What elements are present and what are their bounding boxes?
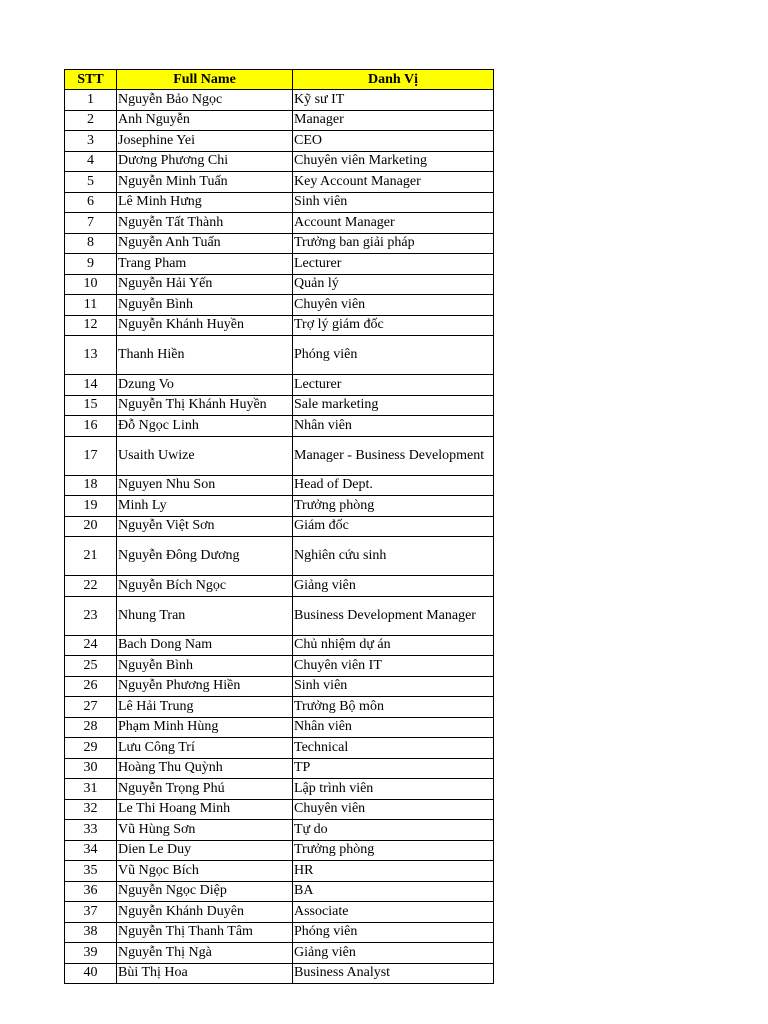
row-full-name-cell: Phạm Minh Hùng	[117, 717, 293, 738]
table-row	[65, 738, 494, 759]
row-stt-cell: 33	[65, 820, 117, 841]
table-row	[65, 254, 494, 275]
row-full-name-cell: Nhung Tran	[117, 596, 293, 635]
row-full-name-cell: Lê Hải Trung	[117, 697, 293, 718]
table-row	[65, 375, 494, 396]
row-danh-vi-cell: Business Development Manager	[293, 596, 494, 635]
row-danh-vi-cell: Tự do	[293, 820, 494, 841]
row-stt-cell: 37	[65, 902, 117, 923]
row-full-name-cell: Nguyễn Khánh Duyên	[117, 902, 293, 923]
row-danh-vi-cell: HR	[293, 861, 494, 882]
row-danh-vi-cell: Trưởng phòng	[293, 496, 494, 517]
row-stt-cell: 4	[65, 151, 117, 172]
row-stt-cell: 25	[65, 656, 117, 677]
row-danh-vi-cell: CEO	[293, 131, 494, 152]
row-stt-cell: 23	[65, 596, 117, 635]
table-row	[65, 172, 494, 193]
table-row	[65, 416, 494, 437]
row-danh-vi-cell: Quản lý	[293, 274, 494, 295]
table-row	[65, 131, 494, 152]
row-danh-vi-cell: Chuyên viên	[293, 799, 494, 820]
row-danh-vi-cell: Giám đốc	[293, 516, 494, 537]
row-danh-vi-cell: Lecturer	[293, 375, 494, 396]
row-stt-cell: 38	[65, 922, 117, 943]
table-row	[65, 881, 494, 902]
table-row	[65, 496, 494, 517]
table-row	[65, 676, 494, 697]
table-row	[65, 922, 494, 943]
row-full-name-cell: Nguyễn Anh Tuấn	[117, 233, 293, 254]
row-full-name-cell: Nguyễn Việt Sơn	[117, 516, 293, 537]
row-stt-cell: 14	[65, 375, 117, 396]
table-row	[65, 336, 494, 375]
row-stt-cell: 30	[65, 758, 117, 779]
row-danh-vi-cell: Lập trình viên	[293, 779, 494, 800]
table-row	[65, 213, 494, 234]
row-danh-vi-cell: Chuyên viên	[293, 295, 494, 316]
table-row	[65, 963, 494, 984]
table-row	[65, 110, 494, 131]
row-full-name-cell: Nguyễn Phương Hiền	[117, 676, 293, 697]
row-stt-cell: 24	[65, 635, 117, 656]
row-full-name-cell: Anh Nguyễn	[117, 110, 293, 131]
table-row	[65, 596, 494, 635]
row-danh-vi-cell: Trưởng Bộ môn	[293, 697, 494, 718]
row-stt-cell: 15	[65, 395, 117, 416]
row-full-name-cell: Vũ Hùng Sơn	[117, 820, 293, 841]
table-row	[65, 516, 494, 537]
row-danh-vi-cell: Sale marketing	[293, 395, 494, 416]
row-stt-cell: 7	[65, 213, 117, 234]
row-danh-vi-cell: Giảng viên	[293, 576, 494, 597]
header-row	[65, 70, 494, 90]
table-row	[65, 151, 494, 172]
row-full-name-cell: Nguyễn Ngọc Diệp	[117, 881, 293, 902]
row-stt-cell: 21	[65, 537, 117, 576]
row-stt-cell: 1	[65, 90, 117, 111]
row-stt-cell: 16	[65, 416, 117, 437]
header-stt: STT	[65, 70, 117, 90]
table-row	[65, 861, 494, 882]
table-row	[65, 697, 494, 718]
header-danh-vi: Danh Vị	[293, 70, 494, 90]
row-stt-cell: 10	[65, 274, 117, 295]
row-danh-vi-cell: Chuyên viên IT	[293, 656, 494, 677]
row-stt-cell: 12	[65, 315, 117, 336]
table-row	[65, 274, 494, 295]
row-danh-vi-cell: Account Manager	[293, 213, 494, 234]
row-stt-cell: 28	[65, 717, 117, 738]
row-stt-cell: 17	[65, 436, 117, 475]
table-row	[65, 779, 494, 800]
row-stt-cell: 36	[65, 881, 117, 902]
row-full-name-cell: Nguyễn Bích Ngọc	[117, 576, 293, 597]
row-danh-vi-cell: Chuyên viên Marketing	[293, 151, 494, 172]
row-stt-cell: 31	[65, 779, 117, 800]
row-danh-vi-cell: Chủ nhiệm dự án	[293, 635, 494, 656]
row-stt-cell: 2	[65, 110, 117, 131]
row-danh-vi-cell: Trợ lý giám đốc	[293, 315, 494, 336]
row-danh-vi-cell: Manager	[293, 110, 494, 131]
table-row	[65, 840, 494, 861]
row-stt-cell: 8	[65, 233, 117, 254]
row-full-name-cell: Nguyễn Thị Khánh Huyền	[117, 395, 293, 416]
table-body	[65, 90, 494, 984]
table-row	[65, 656, 494, 677]
table-row	[65, 902, 494, 923]
row-danh-vi-cell: Business Analyst	[293, 963, 494, 984]
row-stt-cell: 27	[65, 697, 117, 718]
row-stt-cell: 22	[65, 576, 117, 597]
row-stt-cell: 9	[65, 254, 117, 275]
row-danh-vi-cell: Lecturer	[293, 254, 494, 275]
row-full-name-cell: Nguyễn Đông Dương	[117, 537, 293, 576]
table-row	[65, 295, 494, 316]
row-stt-cell: 11	[65, 295, 117, 316]
row-stt-cell: 20	[65, 516, 117, 537]
row-stt-cell: 26	[65, 676, 117, 697]
row-stt-cell: 34	[65, 840, 117, 861]
row-danh-vi-cell: Kỹ sư IT	[293, 90, 494, 111]
row-full-name-cell: Lê Minh Hưng	[117, 192, 293, 213]
row-danh-vi-cell: Trưởng phòng	[293, 840, 494, 861]
row-danh-vi-cell: Phóng viên	[293, 336, 494, 375]
table-row	[65, 717, 494, 738]
row-danh-vi-cell: Giảng viên	[293, 943, 494, 964]
row-stt-cell: 6	[65, 192, 117, 213]
header-full-name: Full Name	[117, 70, 293, 90]
row-danh-vi-cell: Phóng viên	[293, 922, 494, 943]
row-full-name-cell: Nguyễn Bình	[117, 295, 293, 316]
row-danh-vi-cell: Associate	[293, 902, 494, 923]
row-full-name-cell: Hoàng Thu Quỳnh	[117, 758, 293, 779]
row-stt-cell: 29	[65, 738, 117, 759]
row-full-name-cell: Nguyễn Khánh Huyền	[117, 315, 293, 336]
row-danh-vi-cell: Key Account Manager	[293, 172, 494, 193]
row-full-name-cell: Nguyễn Bình	[117, 656, 293, 677]
row-full-name-cell: Nguyễn Thị Thanh Tâm	[117, 922, 293, 943]
table-row	[65, 436, 494, 475]
row-full-name-cell: Thanh Hiền	[117, 336, 293, 375]
table-row	[65, 475, 494, 496]
table-row	[65, 90, 494, 111]
table-row	[65, 820, 494, 841]
row-full-name-cell: Nguyễn Trọng Phú	[117, 779, 293, 800]
table-row	[65, 799, 494, 820]
row-full-name-cell: Trang Pham	[117, 254, 293, 275]
row-full-name-cell: Dien Le Duy	[117, 840, 293, 861]
table-row	[65, 943, 494, 964]
row-full-name-cell: Nguyễn Thị Ngà	[117, 943, 293, 964]
row-full-name-cell: Bùi Thị Hoa	[117, 963, 293, 984]
row-stt-cell: 18	[65, 475, 117, 496]
table-row	[65, 537, 494, 576]
row-stt-cell: 19	[65, 496, 117, 517]
table-row	[65, 395, 494, 416]
row-danh-vi-cell: Sinh viên	[293, 192, 494, 213]
table-row	[65, 576, 494, 597]
row-stt-cell: 3	[65, 131, 117, 152]
row-danh-vi-cell: Nhân viên	[293, 416, 494, 437]
row-danh-vi-cell: Head of Dept.	[293, 475, 494, 496]
row-stt-cell: 32	[65, 799, 117, 820]
row-full-name-cell: Le Thi Hoang Minh	[117, 799, 293, 820]
row-stt-cell: 39	[65, 943, 117, 964]
row-danh-vi-cell: Technical	[293, 738, 494, 759]
row-full-name-cell: Vũ Ngọc Bích	[117, 861, 293, 882]
row-danh-vi-cell: BA	[293, 881, 494, 902]
row-full-name-cell: Lưu Công Trí	[117, 738, 293, 759]
row-full-name-cell: Nguyễn Tất Thành	[117, 213, 293, 234]
row-full-name-cell: Đỗ Ngọc Linh	[117, 416, 293, 437]
table-row	[65, 635, 494, 656]
row-danh-vi-cell: Manager - Business Development	[293, 436, 494, 475]
row-danh-vi-cell: Sinh viên	[293, 676, 494, 697]
table-row	[65, 233, 494, 254]
row-danh-vi-cell: Nghiên cứu sinh	[293, 537, 494, 576]
row-danh-vi-cell: Nhân viên	[293, 717, 494, 738]
table-row	[65, 315, 494, 336]
row-stt-cell: 5	[65, 172, 117, 193]
row-full-name-cell: Usaith Uwize	[117, 436, 293, 475]
table-row	[65, 758, 494, 779]
row-full-name-cell: Bach Dong Nam	[117, 635, 293, 656]
row-stt-cell: 35	[65, 861, 117, 882]
row-full-name-cell: Nguyen Nhu Son	[117, 475, 293, 496]
row-full-name-cell: Minh Ly	[117, 496, 293, 517]
row-danh-vi-cell: TP	[293, 758, 494, 779]
row-stt-cell: 40	[65, 963, 117, 984]
row-full-name-cell: Nguyễn Minh Tuấn	[117, 172, 293, 193]
row-full-name-cell: Nguyễn Bảo Ngọc	[117, 90, 293, 111]
row-full-name-cell: Dương Phương Chi	[117, 151, 293, 172]
table-row	[65, 192, 494, 213]
contacts-table	[64, 69, 494, 984]
row-danh-vi-cell: Trưởng ban giải pháp	[293, 233, 494, 254]
row-stt-cell: 13	[65, 336, 117, 375]
row-full-name-cell: Nguyễn Hải Yến	[117, 274, 293, 295]
row-full-name-cell: Dzung Vo	[117, 375, 293, 396]
row-full-name-cell: Josephine Yei	[117, 131, 293, 152]
